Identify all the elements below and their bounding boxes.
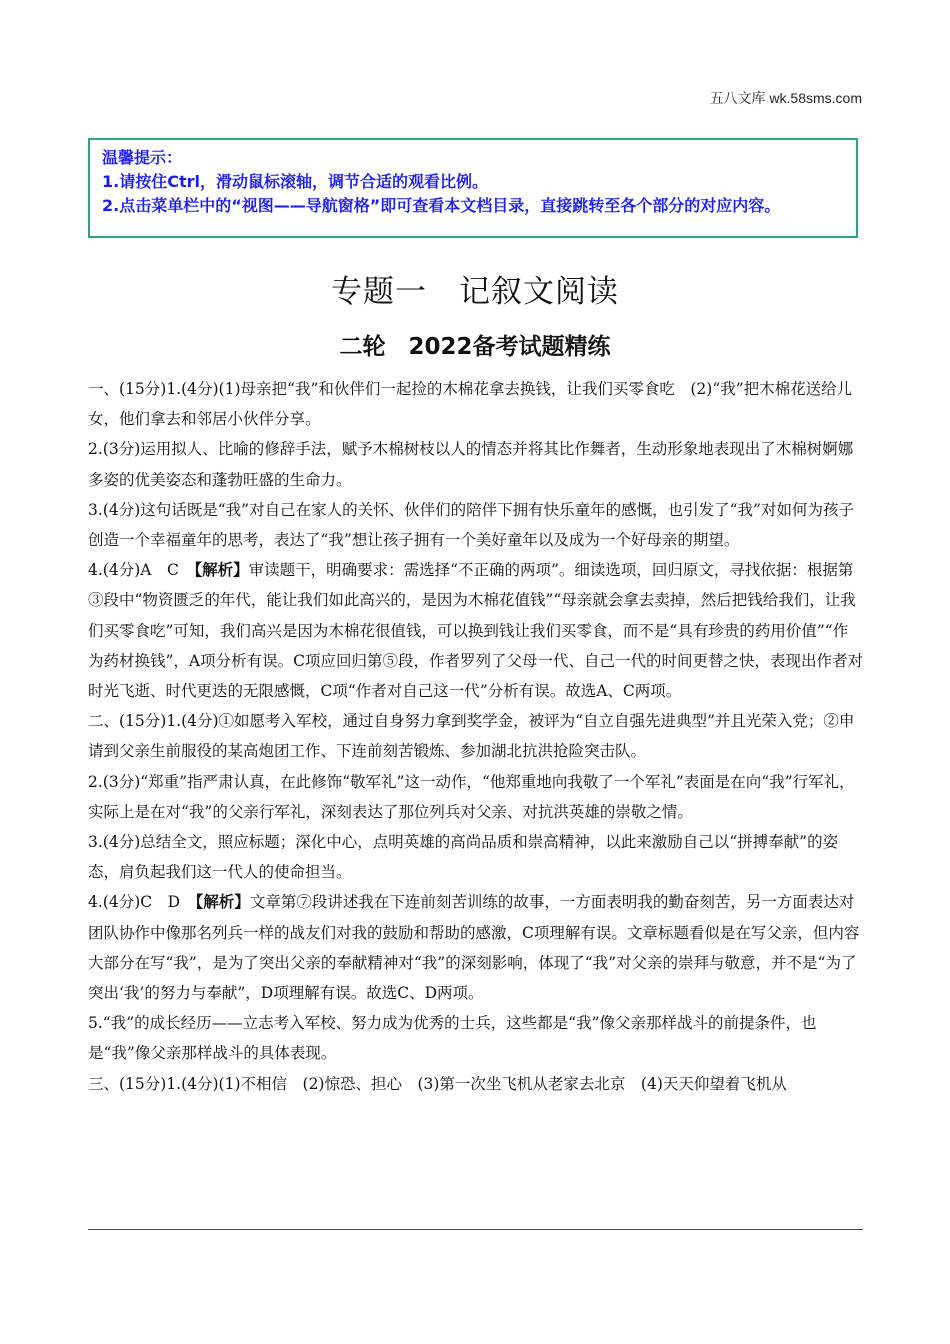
answer-paragraph: 2.(3分)运用拟人、比喻的修辞手法，赋予木棉树枝以人的情态并将其比作舞者，生动形象地表现出了木棉树婀娜多姿的优美姿态和蓬勃旺盛的生命力。	[88, 440, 854, 489]
answer-paragraph: 3.(4分)总结全文，照应标题；深化中心，点明英雄的高尚品质和崇高精神，以此来激励自己以“拼搏奉献”的姿态，肩负起我们这一代人的使命担当。	[88, 833, 839, 882]
answer-paragraph: 4.(4分)A C 【解析】审读题干，明确要求：需选择“不正确的两项”。细读选项，回归原文，寻找依据：根据第③段中“物资匮乏的年代，能让我们如此高兴的，是因为木棉花值钱”“母亲就会拿去卖掉，然后把钱给我们，让我们买零食吃”可知，我们高兴是因为木棉花很值钱，可以换到钱让我们买零食，而不是“具有珍贵的药用价值”“作为药材换钱”，A项分析有误。C项应回归第⑤段，作者罗列了父母一代、自己一代的时间更替之快，表现出作者对时光飞逝、时代更迭的无限感慨，C项“作者对自己这一代”分析有误。故选A、C两项。	[88, 560, 863, 701]
site-watermark-header: 五八文库 wk.58sms.com	[709, 90, 862, 106]
tip-box	[88, 138, 858, 238]
tip-line-1: 1.请按住Ctrl，滑动鼠标滚轴，调节合适的观看比例。	[102, 172, 488, 191]
page-title: 专题一 记叙文阅读	[331, 274, 619, 310]
analysis-marker: 【解析】	[195, 892, 250, 912]
answer-paragraph: 一、(15分)1.(4分)(1)母亲把“我”和伙伴们一起捡的木棉花拿去换钱，让我们买零食吃 (2)“我”把木棉花送给儿女，他们拿去和邻居小伙伴分享。	[88, 380, 853, 429]
tip-heading: 温馨提示：	[102, 148, 183, 167]
answer-paragraph: 5.“我”的成长经历——立志考入军校、努力成为优秀的士兵，这些都是“我”像父亲那样战斗的前提条件，也是“我”像父亲那样战斗的具体表现。	[88, 1014, 817, 1063]
answer-content	[88, 374, 863, 1099]
analysis-marker: 【解析】	[194, 560, 249, 580]
answer-paragraph: 二、(15分)1.(4分)①如愿考入军校，通过自身努力拿到奖学金，被评为“自立自强先进典型”并且光荣入党；②申请到父亲生前服役的某高炮团工作、下连前刻苦锻炼、参加湖北抗洪抢险突击队。	[88, 712, 855, 761]
answer-paragraph: 2.(3分)“郑重”指严肃认真，在此修饰“敬军礼”这一动作，“他郑重地向我敬了一个军礼”表面是在向“我”行军礼，实际上是在对“我”的父亲行军礼，深刻表达了那位列兵对父亲、对抗洪英雄的崇敬之情。	[88, 772, 855, 821]
tip-line-2: 2.点击菜单栏中的“视图——导航窗格”即可查看本文档目录，直接跳转至各个部分的对应内容。	[102, 196, 781, 215]
footer-divider	[88, 1229, 863, 1230]
page-subtitle: 二轮 2022备考试题精练	[339, 334, 611, 360]
answer-paragraph: 三、(15分)1.(4分)(1)不相信 (2)惊恐、担心 (3)第一次坐飞机从老家去北京 (4)天天仰望着飞机从	[88, 1074, 787, 1093]
answer-paragraph: 3.(4分)这句话既是“我”对自己在家人的关怀、伙伴们的陪伴下拥有快乐童年的感慨，也引发了“我”对如何为孩子创造一个幸福童年的思考，表达了“我”想让孩子拥有一个美好童年以及成为一个好母亲的期望。	[88, 500, 854, 550]
answer-paragraph: 4.(4分)C D 【解析】文章第⑦段讲述我在下连前刻苦训练的故事，一方面表明我的勤奋刻苦，另一方面表达对团队协作中像那名列兵一样的战友们对我的鼓励和帮助的感激，C项理解有误。文章标题看似是在写父亲，但内容大部分在写“我”，是为了突出父亲的奉献精神对“我”的深刻影响，体现了“我”对父亲的崇拜与敬意，并不是“为了突出‘我’的努力与奉献”，D项理解有误。故选C、D两项。	[88, 892, 860, 1003]
